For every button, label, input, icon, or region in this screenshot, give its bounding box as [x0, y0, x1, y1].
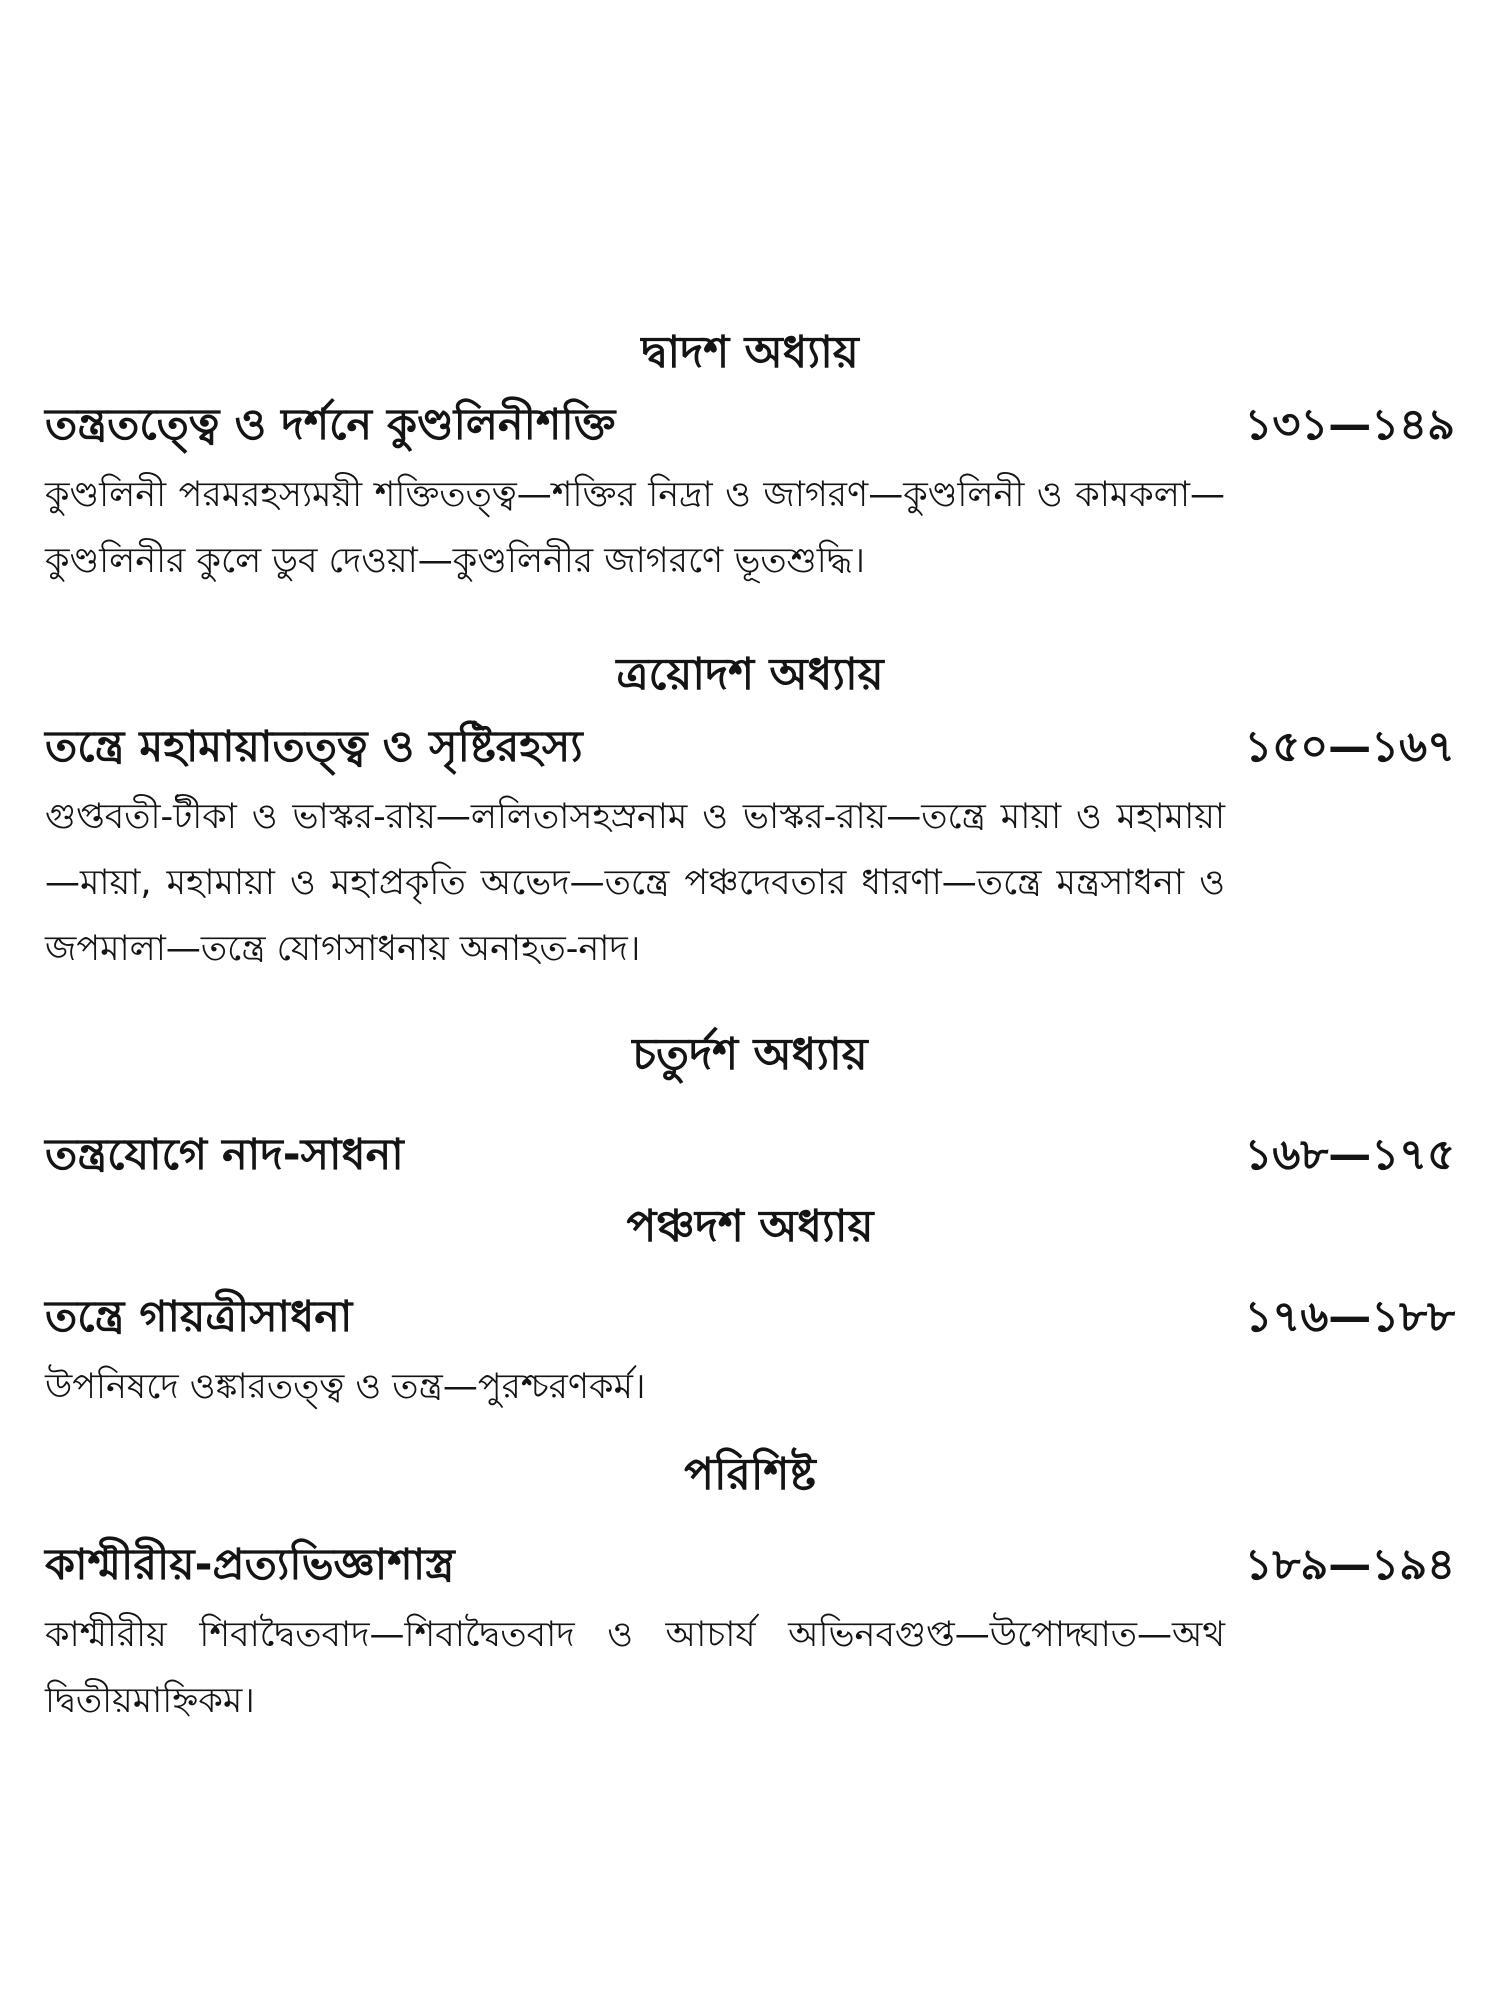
chapter-heading: চতুর্দশ অধ্যায় [632, 1029, 868, 1080]
chapter-section-15 [45, 1192, 1455, 1420]
entry-description: কাশ্মীরীয় শিবাদ্বৈতবাদ—শিবাদ্বৈতবাদ ও আচার্য অভিনবগুপ্ত—উপোদ্ঘাত—অথ দ্বিতীয়মাহ্নিকম। [45, 1615, 1225, 1721]
entry-title: কাশ্মীরীয়-প্রত্যভিজ্ঞাশাস্ত্র [45, 1540, 455, 1590]
toc-entry [45, 1528, 1455, 1602]
entry-description: কুণ্ডলিনী পরমরহস্যময়ী শক্তিতত্ত্ব—শক্তির নিদ্রা ও জাগরণ—কুণ্ডলিনী ও কামকলা—কুণ্ডলিনীর কুলে ডুব দেওয়া—কুণ্ডলিনীর জাগরণে ভূতশুদ্ধি। [45, 475, 1225, 581]
chapter-heading: পঞ্চদশ অধ্যায় [626, 1201, 874, 1252]
entry-description: গুপ্তবতী-টীকা ও ভাস্কর-রায়—ললিতাসহস্রনাম ও ভাস্কর-রায়—তন্ত্রে মায়া ও মহামায়া—মায়া, মহামায়া ও মহাপ্রকৃতি অভেদ—তন্ত্রে পঞ্চদেবতার ধারণা—তন্ত্রে মন্ত্রসাধনা ও জপমালা—তন্ত্রে যোগসাধনায় অনাহত-নাদ। [45, 797, 1225, 969]
entry-page-range: ১৬৮—১৭৫ [1244, 1130, 1455, 1180]
chapter-section-14 [45, 1020, 1455, 1192]
entry-title: তন্ত্রে মহামায়াতত্ত্ব ও সৃষ্টিরহস্য [45, 722, 583, 772]
entry-title: তন্ত্রযোগে নাদ-সাধনা [45, 1130, 404, 1180]
toc-entry [45, 710, 1455, 784]
entry-title: তন্ত্রতত্ত্বে ও দর্শনে কুণ্ডলিনীশক্তি [45, 400, 616, 450]
entry-page-range: ১৮৯—১৯৪ [1244, 1540, 1455, 1590]
toc-entry [45, 1118, 1455, 1192]
entry-page-range: ১৫০—১৬৭ [1244, 722, 1455, 772]
entry-title: তন্ত্রে গায়ত্রীসাধনা [45, 1292, 353, 1342]
entry-page-range: ১৭৬—১৮৮ [1244, 1292, 1455, 1342]
toc-entry [45, 1280, 1455, 1354]
appendix-section [45, 1440, 1455, 1734]
entry-page-range: ১৩১—১৪৯ [1244, 400, 1455, 450]
chapter-heading: দ্বাদশ অধ্যায় [641, 327, 859, 378]
chapter-heading: পরিশিষ্ট [684, 1449, 816, 1500]
entry-description: উপনিষদে ওঙ্কারতত্ত্ব ও তন্ত্র—পুরশ্চরণকর্ম। [45, 1367, 646, 1407]
chapter-section-12 [45, 318, 1455, 594]
chapter-section-13 [45, 640, 1455, 982]
toc-entry [45, 388, 1455, 462]
chapter-heading: ত্রয়োদশ অধ্যায় [616, 649, 884, 700]
